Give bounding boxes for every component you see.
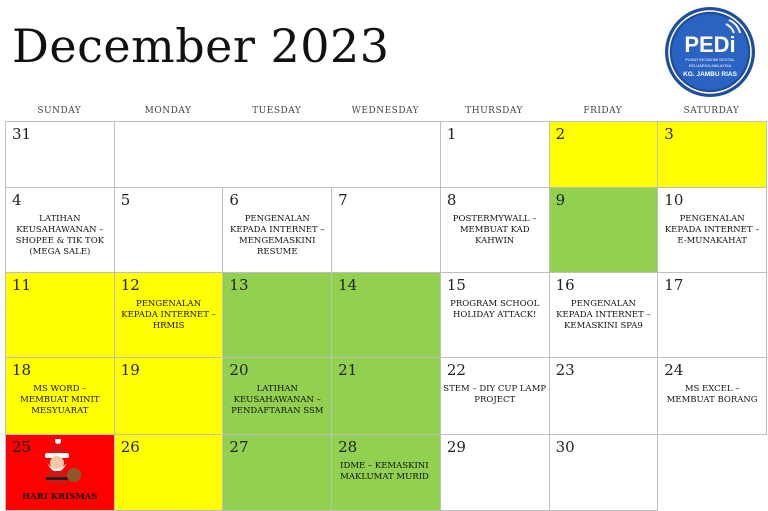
day-number: 1: [446, 125, 457, 143]
event-text: LATIHAN KEUSAHAWANAN – SHOPEE & TIK TOK (MEGA SALE): [15, 214, 105, 257]
day-number: 11: [12, 276, 32, 294]
event-text: MS EXCEL – MEMBUAT BORANG: [666, 384, 758, 405]
day-number: 28: [338, 438, 358, 456]
day-cell-13: [222, 272, 332, 358]
logo-main-text: PEDi: [684, 32, 736, 57]
event-text: LATIHAN KEUSAHAWANAN – PENDAFTARAN SSM: [231, 384, 324, 416]
day-cell-1: [440, 121, 550, 188]
day-cell-31: [5, 121, 115, 188]
day-number: 16: [555, 276, 575, 294]
day-number: 14: [338, 276, 358, 294]
event-text: PENGENALAN KEPADA INTERNET – HRMIS: [121, 299, 216, 331]
day-number: 5: [120, 191, 131, 209]
holiday-label: HARI KRISMAS: [22, 492, 98, 502]
day-cell-17: [657, 272, 767, 358]
day-number: 18: [12, 361, 32, 379]
weekday-label: THURSDAY: [465, 106, 523, 116]
weekday-label: WEDNESDAY: [351, 106, 420, 116]
day-cell-6: [222, 187, 332, 273]
day-cell-20: [222, 357, 332, 435]
weekday-label: SUNDAY: [37, 106, 82, 116]
empty-cell: [114, 121, 441, 188]
day-number: 29: [446, 438, 466, 456]
day-cell-24: [657, 357, 767, 435]
day-number: 8: [446, 191, 457, 209]
day-number: 31: [12, 125, 32, 143]
page-title: December 2023: [12, 19, 390, 73]
day-number: 22: [446, 361, 466, 379]
event-text: IDME – KEMASKINI MAKLUMAT MURID: [340, 461, 429, 482]
day-cell-25: [5, 434, 115, 511]
event-text: PENGENALAN KEPADA INTERNET – KEMASKINI SPA9: [556, 299, 651, 331]
day-number: 26: [120, 438, 140, 456]
event-text: PROGRAM SCHOOL HOLIDAY ATTACK!: [450, 299, 540, 320]
day-number: 6: [229, 191, 239, 209]
day-number: 17: [664, 276, 684, 294]
day-number: 27: [229, 438, 249, 456]
day-cell-3: [657, 121, 767, 188]
day-number: 23: [555, 361, 575, 379]
santa-icon: [32, 439, 82, 487]
weekday-header: [5, 106, 766, 120]
pedi-logo: [664, 6, 756, 98]
day-cell-10: [657, 187, 767, 273]
day-number: 30: [555, 438, 575, 456]
day-number: 12: [120, 276, 140, 294]
logo-sub1-text: PUSAT EKONOMI DIGITAL: [685, 57, 735, 62]
day-number: 15: [446, 276, 466, 294]
day-number: 7: [338, 191, 348, 209]
weekday-label: SATURDAY: [683, 106, 740, 116]
weekday-label: MONDAY: [144, 106, 192, 116]
day-cell-14: [331, 272, 441, 358]
day-cell-15: [440, 272, 550, 358]
day-cell-11: [5, 272, 115, 358]
event-text: STEM – DIY CUP LAMP PROJECT: [443, 384, 547, 405]
day-number: 13: [229, 276, 249, 294]
calendar-grid: [5, 121, 766, 510]
logo-sub2-text: KELUARGA MALAYSIA: [688, 63, 732, 68]
day-cell-30: [549, 434, 659, 511]
day-cell-16: [549, 272, 659, 358]
event-text: POSTERMYWALL – MEMBUAT KAD KAHWIN: [452, 214, 537, 246]
day-number: 21: [338, 361, 358, 379]
weekday-label: TUESDAY: [252, 106, 302, 116]
logo-sub3-text: KG. JAMBU RIAS: [683, 71, 737, 78]
day-cell-7: [331, 187, 441, 273]
day-cell-5: [114, 187, 224, 273]
day-cell-18: [5, 357, 115, 435]
event-text: PENGENALAN KEPADA INTERNET – MENGEMASKINI RESUME: [229, 214, 325, 257]
day-number: 2: [555, 125, 566, 143]
day-cell-9: [549, 187, 659, 273]
event-text: MS WORD – MEMBUAT MINIT MESYUARAT: [20, 384, 100, 416]
day-cell-21: [331, 357, 441, 435]
day-number: 20: [229, 361, 249, 379]
day-number: 25: [12, 438, 32, 456]
day-cell-26: [114, 434, 224, 511]
day-cell-23: [549, 357, 659, 435]
day-cell-12: [114, 272, 224, 358]
day-number: 19: [120, 361, 140, 379]
day-number: 9: [555, 191, 566, 209]
day-cell-22: [440, 357, 550, 435]
day-cell-28: [331, 434, 441, 511]
day-cell-8: [440, 187, 550, 273]
day-number: 24: [664, 361, 684, 379]
day-cell-4: [5, 187, 115, 273]
day-number: 10: [664, 191, 684, 209]
day-cell-2: [549, 121, 659, 188]
event-text: PENGENALAN KEPADA INTERNET – E-MUNAKAHAT: [664, 214, 760, 246]
day-cell-19: [114, 357, 224, 435]
weekday-label: FRIDAY: [583, 106, 623, 116]
day-number: 4: [12, 191, 22, 209]
day-number: 3: [664, 125, 674, 143]
day-cell-27: [222, 434, 332, 511]
day-cell-29: [440, 434, 550, 511]
